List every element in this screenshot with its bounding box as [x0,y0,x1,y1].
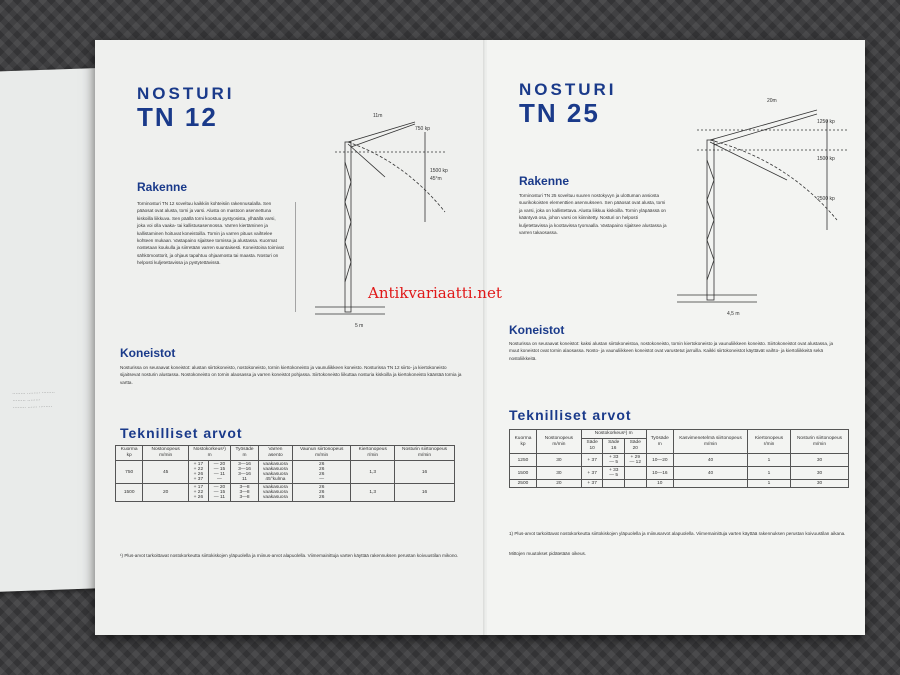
rakenne-heading: Rakenne [519,174,570,188]
col-header: Varren asento [258,446,292,461]
cell-rotation: 1,3 [351,484,395,502]
rakenne-text: Torninosturi TN 25 soveltuu suuren nostokyvyn ja ulottuman ansiosta suurikokoisten elementtien asennukseen. Sen pääosat ovat alusta, torni ja varsi, joka on kallistettava. Alusta liikkuu kiskoilla. Tornin yläpäässä on kääntyvä osa, johon varsi on kiinnitetty. Nosturi on helposti kuljetettavissa ja koottavissa tyomaalla. Vastapaino sijaitsee alustassa ja varren takaosassa. [519,193,667,236]
watermark-text: Antikvariaatti.net [368,284,502,302]
cell-height-minus: — 20 — 15 — 11 [208,484,230,502]
cell-trolley: 26 26 26 [292,484,350,502]
svg-text:11m: 11m [373,113,383,119]
col-header: Kuorma kp [116,446,143,461]
cell-speed: 45 [143,461,189,484]
page-title-model: TN 25 [519,98,600,128]
col-header: Työsäde m [231,446,259,461]
table-row [510,480,849,488]
cell-radius-16: + 33 — 5 [603,454,625,467]
col-header: Nosturin siirtonopeus m/min [395,446,455,461]
col-header: Työsäde m [646,430,673,454]
cell-height-minus: — 20 — 15 — 11 — [208,461,230,484]
page-tn12 [95,40,485,635]
cell-travel: 30 [790,480,848,488]
table-row [116,461,455,484]
koneistot-heading: Koneistot [509,323,565,337]
brochure-spread [95,40,865,635]
cell-radius: 10—20 [646,454,673,467]
cell-load: 2500 [510,480,537,488]
page-title-top: NOSTURI [137,84,235,103]
cell-radius: 3—16 3—16 3—16 11 [231,461,259,484]
table-row [510,467,849,480]
tekniset-heading: Teknilliset arvot [509,407,632,423]
cell-load: 1500 [116,484,143,502]
page-title-top: NOSTURI [519,80,617,99]
table-header-row [116,446,455,461]
cell-boom-position: vaakasuora vaakasuora vaakasuora [258,484,292,502]
cell-rotation: 1 [748,480,791,488]
cell-travel: 16 [395,484,455,502]
crane-diagram-tn25 [667,90,857,320]
rakenne-heading: Rakenne [137,180,188,194]
svg-text:2500 kp: 2500 kp [817,196,835,202]
cell-radius-10: + 37 [581,467,603,480]
ghost-text: ········ ········ ········ ········ ········ ········ ······ ········ [12,389,56,412]
cell-trolley [674,480,748,488]
cell-radius-16: + 33 — 5 [603,467,625,480]
koneistot-heading: Koneistot [120,346,176,360]
cell-radius: 3—8 3—8 3—8 [231,484,259,502]
cell-boom-position: vaakasuora vaakasuora vaakasuora 45°kulma [258,461,292,484]
svg-text:20m: 20m [767,98,777,104]
cell-travel: 30 [790,467,848,480]
cell-speed: 30 [536,467,581,480]
svg-text:1500 kp: 1500 kp [817,156,835,162]
cell-radius-20 [625,480,647,488]
col-header: Nosturin siirtonopeus m/min [790,430,848,454]
col-header: Kiertonopeus r/min [351,446,395,461]
cell-trolley: 40 [674,467,748,480]
cell-speed: 20 [143,484,189,502]
col-header: Nostokorkeus¹) m [189,446,231,461]
col-header: Kasvimenetelmä siirtonopeus m/min [674,430,748,454]
cell-travel: 16 [395,461,455,484]
page-tn25 [487,40,865,635]
cell-radius: 10 [646,480,673,488]
col-subheader: Säde 20 [625,439,647,454]
cell-travel: 30 [790,454,848,467]
svg-text:1500 kp: 1500 kp [430,168,448,174]
page-title-model: TN 12 [137,102,218,132]
svg-text:5 m: 5 m [355,323,364,329]
cell-speed: 20 [536,480,581,488]
table-row [510,454,849,467]
cell-height-plus: + 17 + 22 + 26 [189,484,209,502]
svg-text:1250 kp: 1250 kp [817,119,835,125]
svg-text:4,5 m: 4,5 m [727,311,740,317]
col-header: Nostokorkeus¹) m [581,430,646,439]
tekniset-heading: Teknilliset arvot [120,425,243,441]
cell-radius-20: + 29 — 12 [625,454,647,467]
footnote: ¹) Plus-arvot tarkoittavat nostokorkeutta siirtokiskojen yläpuolella ja miinus-arvot alapuolella. Viimemainittuja varten käyttää rakennuksen perustan koivuustilan mikono. [120,553,459,558]
rakenne-text: Torninosturi TN 12 soveltuu kaikkiin kohteisiin rakennusalalla. Sen pääosat ovat alusta, torni ja varsi. Alusta on mastoon asennettuna kiskoilla liikkuva. Sen päällä torni koostuu pystyosista, ylhäällä varsi, joka voi olla vaaka- tai kallistusasennossa. Varren kiertäminen ja kallistaminen hoituvat koneistoilla. Tornin ja varren pituus vaihtelee kohteen mukaan. Vastapaino sijaitsee tornissa ja alustassa. Kuormat nostetaan koukulla ja siirretään varren suuntaisesti. Koneistoina toimivat sähkömoottorit, ja ohjaus tapahtuu ohjaamosta tai maasta. Nosturi on helposti kuljetettavissa ja pystytettävissä. [137,201,284,266]
cell-radius-20 [625,467,647,480]
cell-rotation: 1 [748,467,791,480]
cell-radius-10: + 37 [581,454,603,467]
rights-note: Mittojen muutokset pidätetään oikeus. [509,551,587,556]
col-header: Nostonopeus m/min [143,446,189,461]
cell-radius-16 [603,480,625,488]
spec-table-tn25 [509,429,849,488]
cell-trolley: 26 26 26 — [292,461,350,484]
cell-rotation: 1 [748,454,791,467]
cell-load: 1500 [510,467,537,480]
footnote: 1) Plus-arvot tarkoittavat nostokorkeutta siirtokiskojen yläpuolella ja miinusarvot alapuolella. Viimemainittuja varten käyttää rakennuksen perustan koivuustilan aikana. [509,531,846,536]
cell-radius: 10—16 [646,467,673,480]
svg-text:45°m: 45°m [430,176,442,182]
table-header-row [510,430,849,439]
cell-trolley: 40 [674,454,748,467]
cell-speed: 30 [536,454,581,467]
cell-load: 750 [116,461,143,484]
col-header: Vaunun siirtonopeus m/min [292,446,350,461]
cell-rotation: 1,3 [351,461,395,484]
table-row [116,484,455,502]
cell-load: 1250 [510,454,537,467]
cell-height-plus: + 17 + 22 + 26 + 37 [189,461,209,484]
koneistot-text: Nosturissa on seuraavat koneistot: alustan siirtokoneisto, nostokoneisto, tornin kiertokoneisto ja vaunuliikkeen koneisto. Nosturissa TN 12 siirto- ja kiertokoneisto sijaitsevat nosturin alustassa. Nostokoneisto on tornin alaosassa ja varren koneistot pohjassa. Siirtokoneisto liikuttaa nosturia kiskoilla ja kiertokoneisto kääntää tornia ja vartta. [120,365,462,385]
cell-radius-10: + 37 [581,480,603,488]
col-subheader: Säde 16 [603,439,625,454]
spec-table-tn12 [115,445,455,502]
svg-text:750 kp: 750 kp [415,126,431,132]
koneistot-text: Nosturissa on seuraavat koneistot: kaksi alustan siirtokoneistoa, nostokoneisto, tornin kiertokoneisto ja vaunuliikkeen koneisto. Siirtokoneistot ovat alustassa, ja muut koneistot ovat tornin alaosassa. Nosto- ja vaunuliikkeen koneistot ovat varustetut jarruilla. Kaikki siirtokoneistot käyttävät vaihto- ja kiertoliikkeitä sekä nostoliikkeitä. [509,341,834,361]
col-header: Kuorma kp [510,430,537,454]
col-header: Nostonopeus m/min [536,430,581,454]
col-header: Kiertonopeus r/min [748,430,791,454]
col-subheader: Säde 10 [581,439,603,454]
